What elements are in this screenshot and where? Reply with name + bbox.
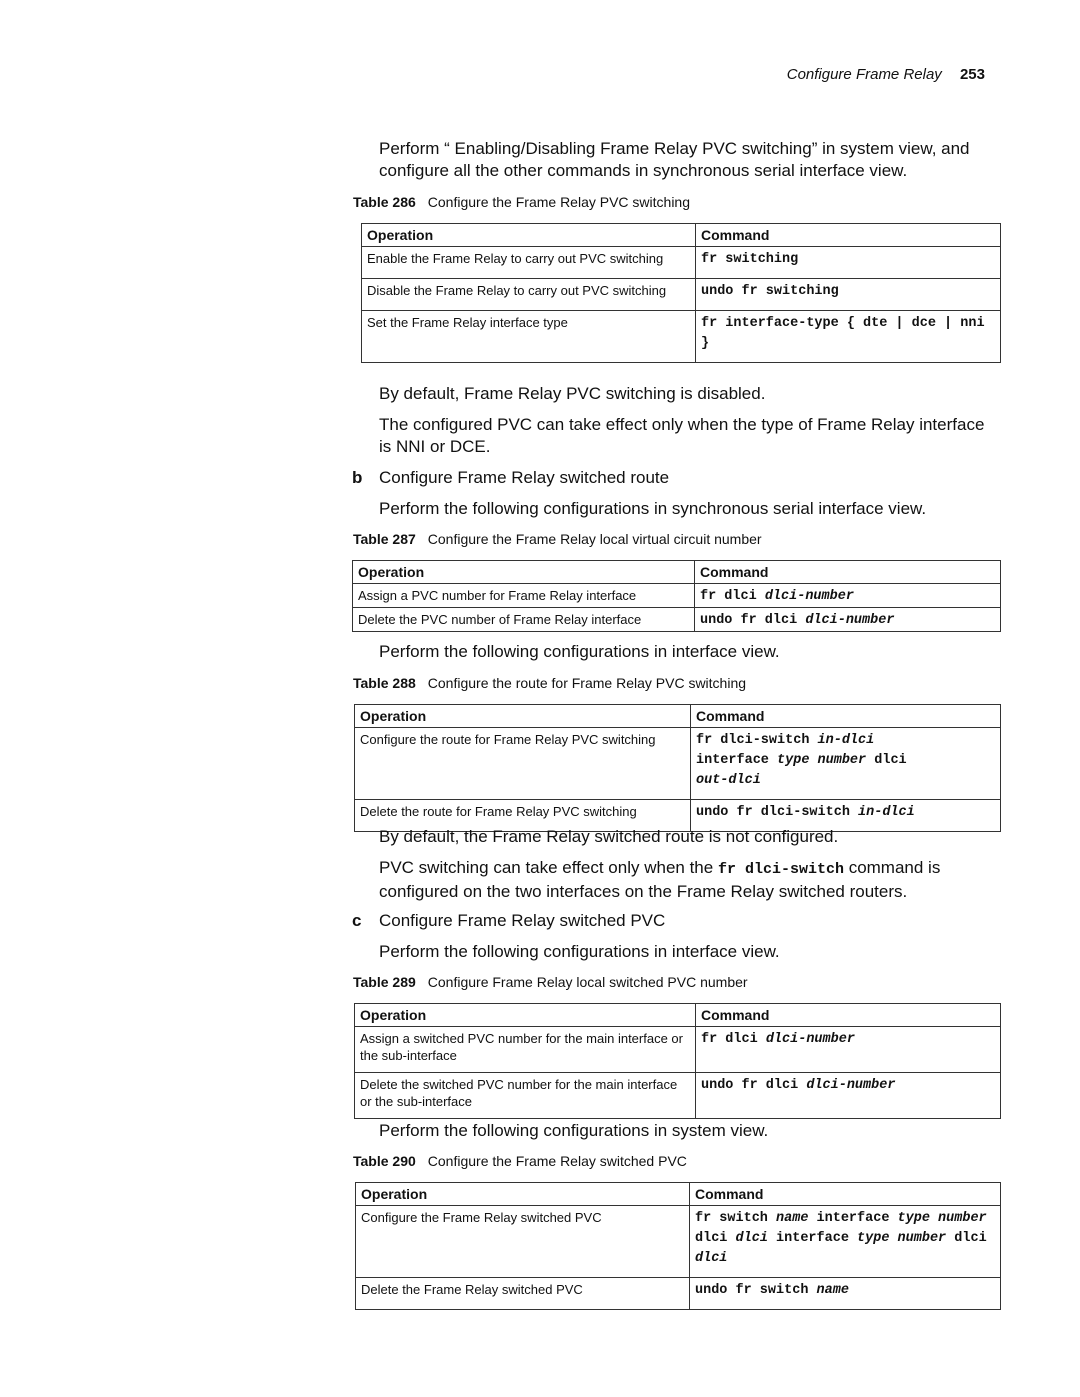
step-b-instruction: Perform the following configurations in synchronous serial interface view. xyxy=(379,499,927,518)
route-default-note: By default, the Frame Relay switched route is not configured. xyxy=(379,827,839,846)
table-row: Enable the Frame Relay to carry out PVC switching fr switching xyxy=(362,247,1001,279)
step-c-instruction: Perform the following configurations in interface view. xyxy=(379,942,780,961)
header-operation: Operation xyxy=(356,1183,690,1206)
table-290-caption: Table 290 Configure the Frame Relay switched PVC xyxy=(353,1153,687,1169)
table-row: Delete the Frame Relay switched PVC undo fr switch name xyxy=(356,1278,1001,1310)
step-letter-b: b xyxy=(352,468,363,487)
table-287-caption: Table 287 Configure the Frame Relay local virtual circuit number xyxy=(353,531,762,547)
table-row: Set the Frame Relay interface type fr interface-type { dte | dce | nni } xyxy=(362,311,1001,363)
page-header xyxy=(787,66,985,83)
table-289 xyxy=(354,1003,1001,1119)
header-operation: Operation xyxy=(355,705,691,728)
table-row: Configure the route for Frame Relay PVC switching fr dlci-switch in-dlci interface type number dlci out-dlci xyxy=(355,728,1001,800)
page-number: 253 xyxy=(959,66,985,83)
header-operation: Operation xyxy=(362,224,696,247)
header-operation: Operation xyxy=(353,561,695,584)
header-command: Command xyxy=(696,224,1001,247)
table-290 xyxy=(355,1182,1001,1310)
step-c-heading: Configure Frame Relay switched PVC xyxy=(379,911,666,930)
table-286-caption: Table 286 Configure the Frame Relay PVC switching xyxy=(353,194,691,210)
table-row: Configure the Frame Relay switched PVC fr switch name interface type number dlci dlci interface type number dlci dlci xyxy=(356,1206,1001,1278)
table-288-caption: Table 288 Configure the route for Frame Relay PVC switching xyxy=(353,675,747,691)
table-row: Delete the route for Frame Relay PVC switching undo fr dlci-switch in-dlci xyxy=(355,800,1001,832)
table-row: Disable the Frame Relay to carry out PVC switching undo fr switching xyxy=(362,279,1001,311)
table-row: Delete the PVC number of Frame Relay interface undo fr dlci dlci-number xyxy=(353,608,1001,632)
intro-paragraph: Perform “ Enabling/Disabling Frame Relay PVC switching” in system view, and configure all the other commands in synchronous serial interface view. xyxy=(379,139,970,180)
table-287 xyxy=(352,560,1001,632)
table-row: Delete the switched PVC number for the main interface or the sub-interface undo fr dlci dlci-number xyxy=(355,1073,1001,1119)
header-operation: Operation xyxy=(355,1004,696,1027)
interface-view-note: Perform the following configurations in interface view. xyxy=(379,642,780,661)
step-letter-c: c xyxy=(352,911,362,930)
table-row: Assign a PVC number for Frame Relay interface fr dlci dlci-number xyxy=(353,584,1001,608)
header-command: Command xyxy=(695,561,1001,584)
table-286 xyxy=(361,223,1001,363)
system-view-note: Perform the following configurations in system view. xyxy=(379,1121,769,1140)
default-note: By default, Frame Relay PVC switching is disabled. xyxy=(379,384,766,403)
pvc-note: The configured PVC can take effect only when the type of Frame Relay interface is NNI or DCE. xyxy=(379,415,985,456)
dlci-switch-note: PVC switching can take effect only when the fr dlci-switch command is configured on the two interfaces on the Frame Relay switched routers. xyxy=(379,858,941,901)
header-command: Command xyxy=(691,705,1001,728)
header-command: Command xyxy=(696,1004,1001,1027)
table-row: Assign a switched PVC number for the main interface or the sub-interface fr dlci dlci-number xyxy=(355,1027,1001,1073)
table-288 xyxy=(354,704,1001,832)
header-command: Command xyxy=(690,1183,1001,1206)
step-b-heading: Configure Frame Relay switched route xyxy=(379,468,670,487)
table-289-caption: Table 289 Configure Frame Relay local switched PVC number xyxy=(353,974,748,990)
section-title: Configure Frame Relay xyxy=(786,66,942,83)
